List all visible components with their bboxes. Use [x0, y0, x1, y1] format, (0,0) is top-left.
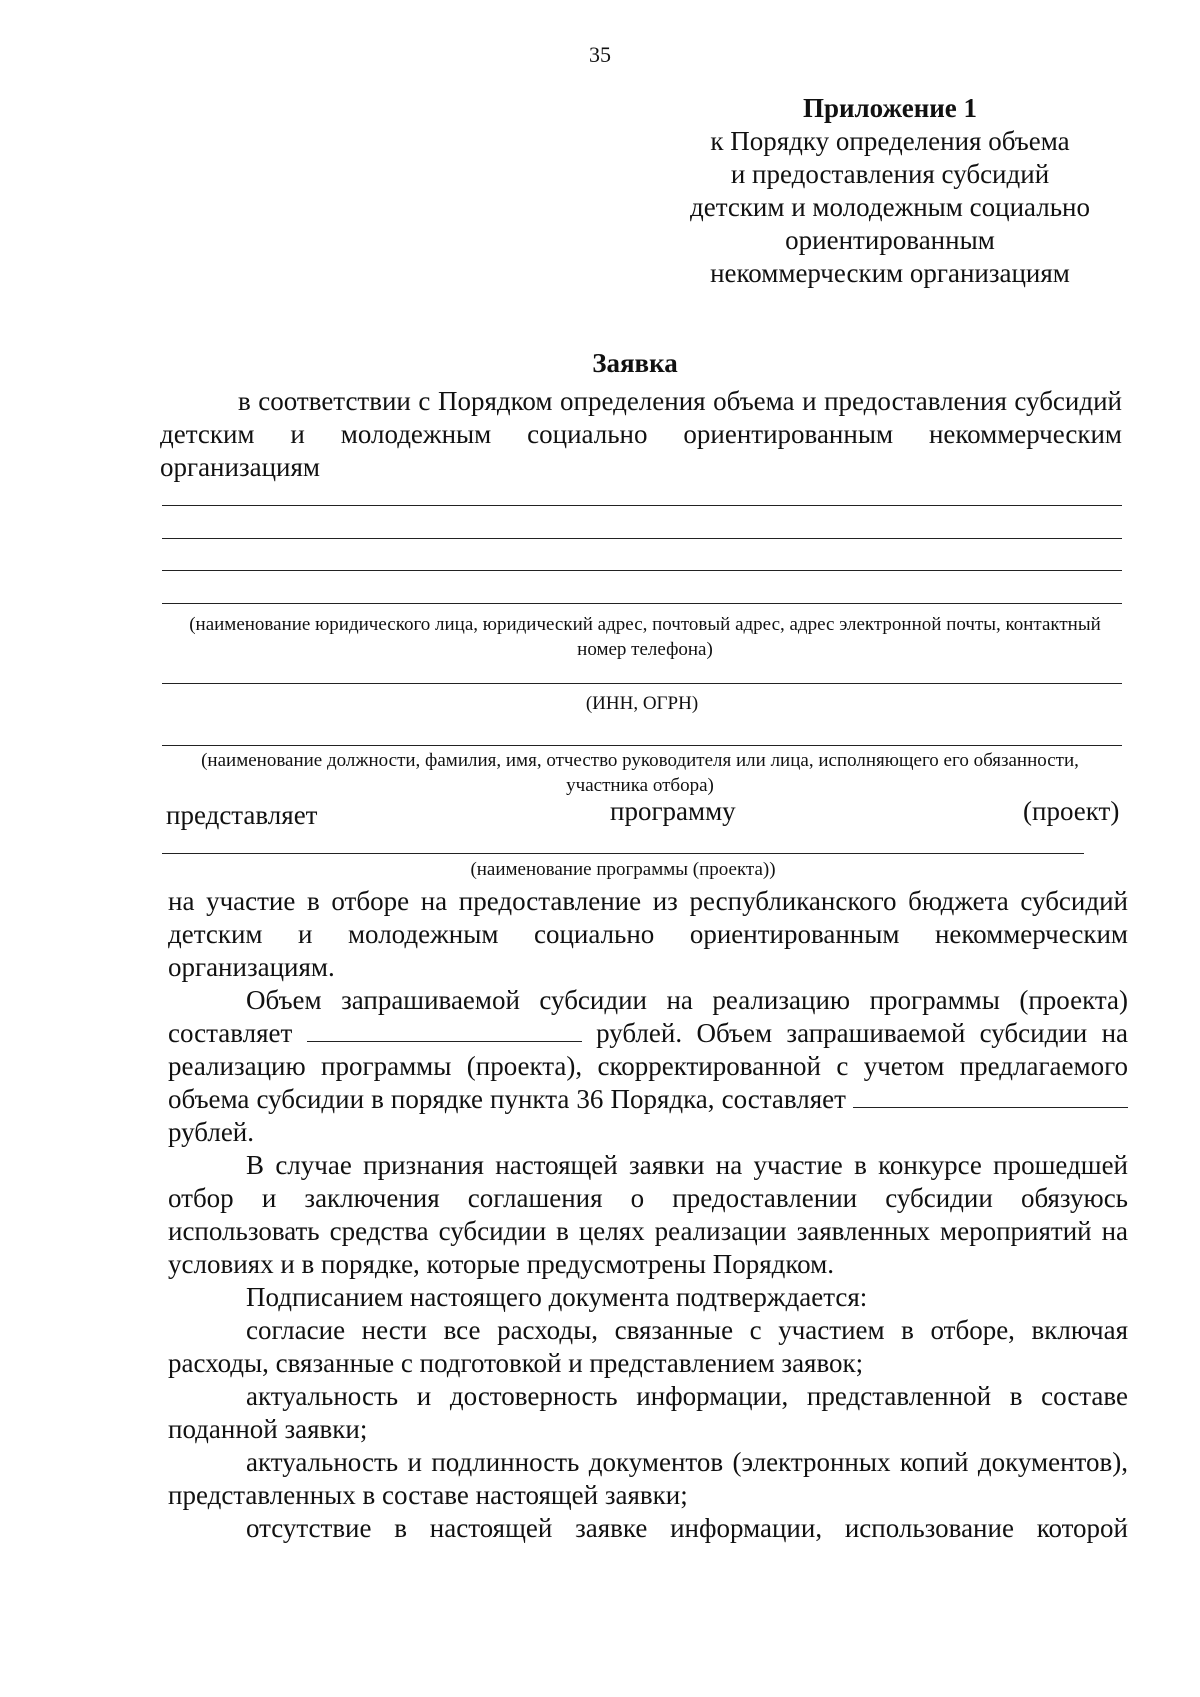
body-paragraph: Подписанием настоящего документа подтверждается: [246, 1282, 868, 1312]
fill-line[interactable] [162, 603, 1122, 604]
presents-word: представляет [166, 800, 318, 830]
body-paragraph: В случае признания настоящей заявки на участие в конкурсе прошедшей отбор и заключения соглашения о предоставлении субсидии обязуюсь использовать средства субсидии в целях реализации заявленных мероприятий на условиях и в порядке, которые предусмотрены Порядком. [168, 1150, 1128, 1279]
body-paragraph: отсутствие в настоящей заявке информации, использование которой [246, 1513, 1128, 1543]
page-number: 35 [589, 42, 611, 67]
amount-blank[interactable] [307, 1019, 582, 1042]
inn-fill-line[interactable] [162, 683, 1122, 684]
adjusted-amount-blank[interactable] [853, 1085, 1128, 1108]
appendix-line: и предоставления субсидий [730, 159, 1050, 189]
program-fill-line[interactable] [162, 853, 1084, 854]
subsidy-text-b: рублей. Объем запрашиваемой субсидии на реализацию программы (проекта), скорректированной с учетом предлагаемого объема субсидии в порядке пункта 36 Порядка, составляет [168, 1018, 1129, 1114]
body-paragraph: актуальность и достоверность информации, представленной в составе поданной заявки; [168, 1381, 1128, 1444]
subsidy-text-c: рублей. [168, 1117, 255, 1147]
fill-line[interactable] [162, 570, 1122, 571]
body-paragraph: актуальность и подлинность документов (электронных копий документов), представленных в составе настоящей заявки; [168, 1447, 1128, 1510]
appendix-heading: Приложение 1 [802, 93, 978, 123]
appendix-line: ориентированным [785, 225, 995, 255]
intro-paragraph: в соответствии с Порядком определения объема и предоставления субсидий детским и молодежным социально ориентированным некоммерческим организациям [160, 386, 1122, 482]
subsidy-text-a: Объем запрашиваемой субсидии на реализацию программы (проекта) составляет [168, 985, 1128, 1048]
project-word: (проект) [1023, 796, 1120, 826]
fill-line[interactable] [162, 538, 1122, 539]
head-fill-line[interactable] [162, 745, 1122, 746]
appendix-line: некоммерческим организациям [710, 258, 1070, 288]
subsidy-paragraph [168, 984, 1128, 1149]
head-caption: (наименование должности, фамилия, имя, отчество руководителя или лица, исполняющего его обязанности, участника отбора) [201, 750, 1079, 796]
document-title: Заявка [592, 348, 678, 378]
appendix-line: к Порядку определения объема [710, 126, 1070, 156]
appendix-block [640, 92, 1140, 290]
fill-line[interactable] [162, 505, 1122, 506]
body-paragraph: на участие в отборе на предоставление из республиканского бюджета субсидий детским и молодежным социально ориентированным некоммерческим организациям. [168, 886, 1128, 982]
body-text [168, 885, 1128, 1545]
inn-caption: (ИНН, ОГРН) [585, 693, 699, 714]
body-paragraph: согласие нести все расходы, связанные с участием в отборе, включая расходы, связанные с подготовкой и представлением заявок; [168, 1315, 1128, 1378]
program-word: программу [610, 796, 736, 826]
appendix-line: детским и молодежным социально [689, 192, 1090, 222]
org-caption: (наименование юридического лица, юридический адрес, почтовый адрес, адрес электронной почты, контактный номер телефона) [189, 614, 1101, 660]
program-caption: (наименование программы (проекта)) [470, 859, 776, 880]
